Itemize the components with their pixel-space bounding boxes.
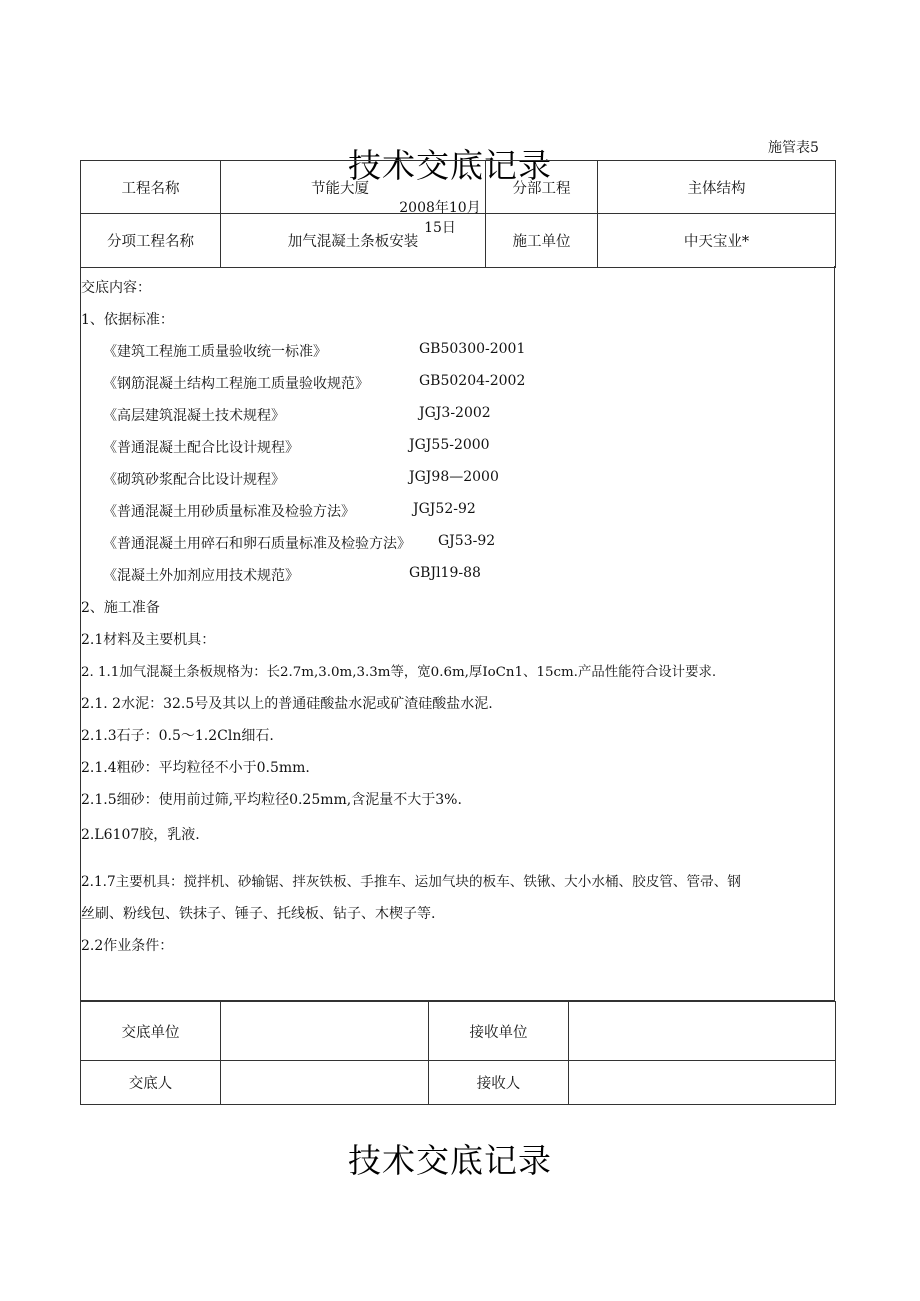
standard-name: 《普通混凝土配合比设计规程》 bbox=[103, 440, 299, 456]
page-title: 技术交底记录 bbox=[348, 146, 552, 185]
content-label: 交底内容： bbox=[81, 280, 151, 296]
standard-code: JGJ98—2000 bbox=[409, 469, 499, 485]
contractor-value: 中天宝业* bbox=[598, 214, 836, 268]
form-number: 施管表5 bbox=[768, 140, 819, 156]
standard-code: GBJl19-88 bbox=[409, 565, 481, 581]
section-2-1-2: 2.1. 2水泥：32.5号及其以上的普通硅酸盐水泥或矿渣硅酸盐水泥. bbox=[81, 696, 493, 712]
standard-name: 《普通混凝土用碎石和卵石质量标准及检验方法》 bbox=[103, 536, 411, 552]
standard-code: JGJ3-2002 bbox=[419, 405, 491, 421]
project-name-label: 工程名称 bbox=[81, 161, 221, 214]
section-2-1-3: 2.1.3石子：0.5～1.2Cln细石. bbox=[81, 728, 274, 744]
project-name-cell bbox=[221, 161, 486, 236]
standard-code: GB50300-2001 bbox=[419, 341, 526, 357]
standard-name: 《混凝土外加剂应用技术规范》 bbox=[103, 568, 299, 584]
section-2-1-6: 2.L6107胶，乳液. bbox=[81, 827, 200, 843]
subitem-label: 分项工程名称 bbox=[81, 214, 221, 268]
signature-table bbox=[80, 1001, 836, 1105]
standard-code: GB50204-2002 bbox=[419, 373, 526, 389]
section-2-1-7: 2.1.7主要机具：搅拌机、砂输锯、拌灰铁板、手推车、运加气块的板车、铁锹、大小水桶、胶皮管、管帚、钢 bbox=[81, 874, 741, 890]
division-label: 分部工程 bbox=[486, 161, 598, 214]
division-value: 主体结构 bbox=[598, 161, 836, 214]
standard-name: 《砌筑砂浆配合比设计规程》 bbox=[103, 472, 285, 488]
issuer-unit-label: 交底单位 bbox=[81, 1002, 221, 1061]
section-2-1-5: 2.1.5细砂：使用前过筛,平均粒径0.25mm,含泥量不大于3%. bbox=[81, 792, 462, 808]
issuer-unit-value bbox=[221, 1002, 429, 1061]
receiver-label: 接收人 bbox=[429, 1061, 569, 1105]
standard-code: JGJ55-2000 bbox=[409, 437, 490, 453]
standard-name: 《高层建筑混凝土技术规程》 bbox=[103, 408, 285, 424]
project-name-value: 节能大厦 bbox=[311, 181, 369, 197]
standard-name: 《普通混凝土用砂质量标准及检验方法》 bbox=[103, 504, 355, 520]
section-2-heading: 2、施工准备 bbox=[81, 600, 160, 616]
receiver-unit-value bbox=[569, 1002, 836, 1061]
receiver-value bbox=[569, 1061, 836, 1105]
standard-name: 《建筑工程施工质量验收统一标准》 bbox=[103, 344, 327, 360]
standard-code: JGJ52-92 bbox=[413, 501, 476, 517]
section-2-1-7-cont: 丝刷、粉线包、铁抹子、锤子、托线板、钻子、木楔子等. bbox=[81, 906, 436, 922]
standard-code: GJ53-92 bbox=[438, 533, 496, 549]
disclosure-content bbox=[80, 266, 835, 1001]
next-page-title: 技术交底记录 bbox=[348, 1141, 552, 1180]
contractor-label: 施工单位 bbox=[486, 214, 598, 268]
header-table bbox=[80, 160, 836, 268]
receiver-unit-label: 接收单位 bbox=[429, 1002, 569, 1061]
section-1-heading: 1、依据标准： bbox=[81, 312, 174, 328]
issuer-label: 交底人 bbox=[81, 1061, 221, 1105]
section-2-1-1: 2. 1.1加气混凝土条板规格为：长2.7m,3.0m,3.3m等，宽0.6m,厚IoCn1、15cm.产品性能符合设计要求. bbox=[81, 665, 717, 680]
section-2-1: 2.1材料及主要机具： bbox=[81, 632, 216, 648]
section-2-2: 2.2作业条件： bbox=[81, 938, 174, 954]
standard-name: 《钢筋混凝土结构工程施工质量验收规范》 bbox=[103, 376, 369, 392]
record-date: 2008年10月15日 bbox=[399, 200, 481, 236]
subitem-value: 加气混凝土条板安装 bbox=[221, 214, 486, 268]
issuer-value bbox=[221, 1061, 429, 1105]
section-2-1-4: 2.1.4粗砂：平均粒径不小于0.5mm. bbox=[81, 760, 310, 776]
